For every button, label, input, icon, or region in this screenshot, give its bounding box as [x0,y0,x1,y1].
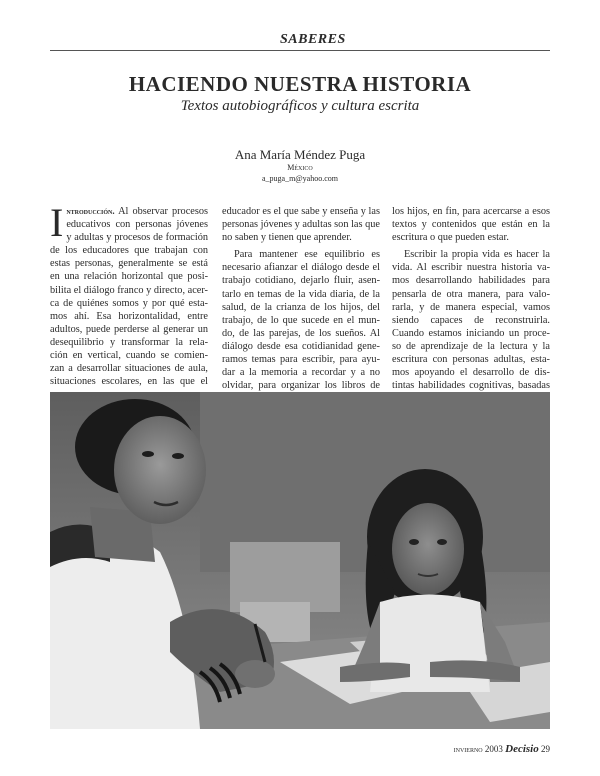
text-column-3 [392,205,550,392]
footer-year: 2003 [484,744,503,754]
article-photo [50,392,550,729]
page-footer [454,743,550,755]
col2-paragraph-2: Para mantener ese equilibrio es necesario afianzar el diálogo desde el trabajo cotidiano, dejarlo fluir, asen- tarlo en temas de la vida diaria, de la salud, de la crianza de los hijos, del trabajo, de lo que sucede en el mun- do, de las parejas, de los sueños. Al diálogo desde esa cotidianidad gene- ramos temas para escribir, para ayu- dar a la memoria a recordar y a no olvidar, para organizar los libros de [222,249,380,392]
author-email: a_puga_m@yahoo.com [261,174,338,183]
text-column-2 [222,205,380,392]
intro-label: ntroducción. [66,206,115,216]
col1-paragraph: ntroducción. Al observar procesos educativos con personas jóvenes y adultas y procesos de formación de los educadores que trabajan con estas personas, generalmente se está en una relación horizontal que posi- bilita el diálogo franco y directo, acer- ca de quiénes somos y por qué esta- mos ahí. Esa horizontalidad, entre adultos, puede perderse al generar un desequilibrio y transformar la rela- ción en vertical, cuando se comien- zan a desarrollar situaciones de aula, situaciones escolares, en las que el [50,206,208,388]
section-label: SABERES [280,32,346,47]
col3-paragraph-1: los hijos, en fin, para acercarse a esos textos y contenidos que están en la escritura o que pueden estar. [392,206,550,244]
article-title: HACIENDO NUESTRA HISTORIA [128,72,472,96]
header-rule [50,50,550,51]
drop-cap: I [50,200,64,245]
article-subtitle: Textos autobiográficos y cultura escrita [180,98,420,114]
footer-publication: Decisio [505,743,539,755]
author-name: Ana María Méndez Puga [234,147,366,162]
author-country: México [287,163,313,172]
footer-page-number: 29 [541,744,550,754]
footer-month: invierno [453,745,483,754]
text-column-1 [50,200,208,388]
col2-paragraph-1: educador es el que sabe y enseña y las personas jóvenes y adultas son las que no saben y tienen que aprender. [222,206,380,244]
col3-paragraph-2: Escribir la propia vida es hacer la vida. Al escribir nuestra historia va- mos desarrollando habilidades para pensarla de otra manera, para valo- rarla, y de manera especial, vamos siendo capaces de reconstruirla. Cuando estamos iniciando un proce- so de aprendizaje de la lectura y la escritura con personas adultas, esta- mos apoyando el desarrollo de dis- tintas habilidades cognitivas, basadas [392,249,550,392]
